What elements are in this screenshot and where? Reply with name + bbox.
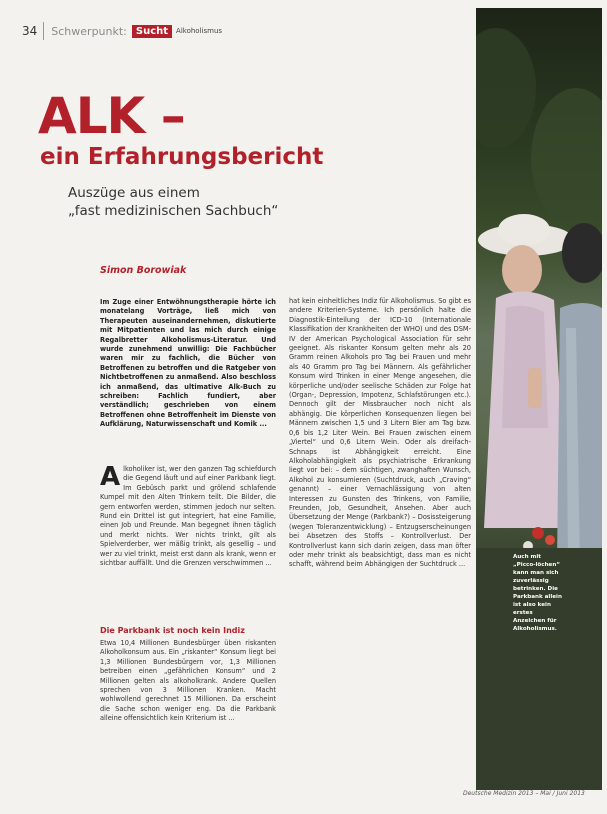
deck-line-2: „fast medizinischen Sachbuch“ [68, 203, 279, 219]
section-subhead: Die Parkbank ist noch kein Indiz [100, 626, 245, 635]
intro-paragraph [100, 298, 276, 458]
intro-text: Im Zuge einer Entwöhnungstherapie hörte ich monatelang Vorträge, ließ mich von Therapeuten auseinandernehmen, diskutierte mit Mitpatienten und las mich durch einige Regalbretter Alkoholismus-Literatur. Und wurde zunehmend unwillig: Die Fachbücher waren mir zu fachlich, die Bücher von Betroffenen zu betroffen und die Ratgeber von Nichtbetroffenen zu anmaßend. Also beschloss ich anmaßend, das ultimative Alk-Buch zu schreiben: Fachlich fundiert, aber verständlich; geschrieben von einem Betroffenen ohne Betroffenheit im Dienste von Aufklärung, Naturwissenschaft und Komik ... [100, 298, 276, 429]
article-subtitle: ein Erfahrungsbericht [40, 144, 324, 170]
body-text-1: lkoholiker ist, wer den ganzen Tag schiefdurch die Gegend läuft und auf einer Parkbank liegt. Im Gebüsch parkt und grölend schlafende Kumpel mit den Alten Trinkern teilt. Die Bilder, die gern entworfen werden, stimmen jedoch nur selten. Rund ein Drittel ist gut integriert, hat eine Familie, einen Job und Freunde. Man begegnet ihnen täglich und merkt nichts. Wer nichts trinkt, gilt als Spielverderber, wer mäßig trinkt, als gesellig – und wer zu viel trinkt, meist erst dann als krank, wenn er sichtbar auffällt. Und die Grenzen verschwimmen ... [100, 465, 276, 568]
body-text-2: hat kein einheitliches Indiz für Alkoholismus. So gibt es andere Kriterien-Systeme. Ich persönlich halte die Diagnostik-Einteilung der ICD-10 (Internationale Klassifikation der Krankheiten der WHO) und des DSM-IV der American Psychological Association für sehr geeignet. Als riskanter Konsum gelten mehr als 20 Gramm reinen Alkohols pro Tag bei Frauen und mehr als 40 Gramm pro Tag bei Männern. Als gefährlicher Konsum wird Trinken in einer Menge angesehen, die körperliche und/oder seelische Schäden zur Folge hat (Organ-, Depression, Impotenz, Schlafstörungen etc.). Dennoch gilt der Missbraucher noch nicht als abhängig. Die körperlichen Konsequenzen liegen bei Männern zwischen 1,5 und 3 Litern Bier am Tag bzw. 0,6 bis 1,2 Liter Wein. Bei Frauen zwischen einem „Viertel“ und 0,6 Litern Wein. Oder als dreifach-Schnaps ist Abhängigkeit erreicht. Eine Alkoholabhängigkeit als psychiatrische Erkrankung liegt vor bei: – dem süchtigen, zwanghaften Wunsch, Alkohol zu konsumieren (Suchtdruck, auch „Craving“ genannt) – einer Vernachlässigung von alten Interessen zu Gunsten des Trinkens, von Familie, Freunden, Job, Gesundheit, Ansehen. Aber auch Übersetzung der Menge (Parkbank?) – Dosissteigerung (wegen Toleranzentwicklung) – Entzugserscheinungen bei Absetzen des Stoffs – Kontrollverlust. Der Kontrollverlust kann sich darin zeigen, dass man öfter oder mehr trinkt als beabsichtigt, dass man es nicht schafft, während beim Abhängigen der Suchtdruck ... [289, 297, 471, 569]
article-photo [476, 8, 602, 790]
section-label: Schwerpunkt: [51, 24, 127, 38]
article-deck [68, 184, 328, 220]
body-text-1b: Etwa 10,4 Millionen Bundesbürger üben riskanten Alkoholkonsum aus. Ein „riskanter“ Konsum liegt bei 1,3 Millionen Bundesbürgern vor, 1,3 Millionen betreiben einen „gefährlichen Konsum“ und 2 Millionen gelten als alkoholkrank. Andere Quellen sprechen von 3 Millionen Kranken. Macht wohlwollend gerechnet 15 Millionen. Da erscheint die Sache schon weniger eng. Da die Parkbank alleine offensichtlich kein Kriterium ist ... [100, 639, 276, 723]
body-column-1 [100, 465, 276, 620]
page-footer: Deutsche Medizin 2013 – Mai / Juni 2013 [463, 790, 585, 797]
body-column-1b [100, 639, 276, 789]
body-column-2 [289, 297, 471, 787]
drop-cap: A [100, 465, 121, 492]
page-number: 34 [22, 24, 38, 38]
page-header [22, 22, 222, 40]
article-title: ALK – [38, 87, 185, 145]
photo-caption: Auch mit „Picco-löchen“ kann man sich zuverlässig betrinken. Die Parkbank allein ist also kein erstes Anzeichen für Alkoholismus. [513, 554, 562, 632]
header-divider [43, 22, 44, 40]
subsection-label: Alkoholismus [176, 27, 223, 35]
deck-line-1: Auszüge aus einem [68, 185, 200, 201]
photo-illustration [476, 8, 602, 790]
article-author: Simon Borowiak [100, 265, 187, 276]
section-tag: Sucht [132, 25, 172, 38]
